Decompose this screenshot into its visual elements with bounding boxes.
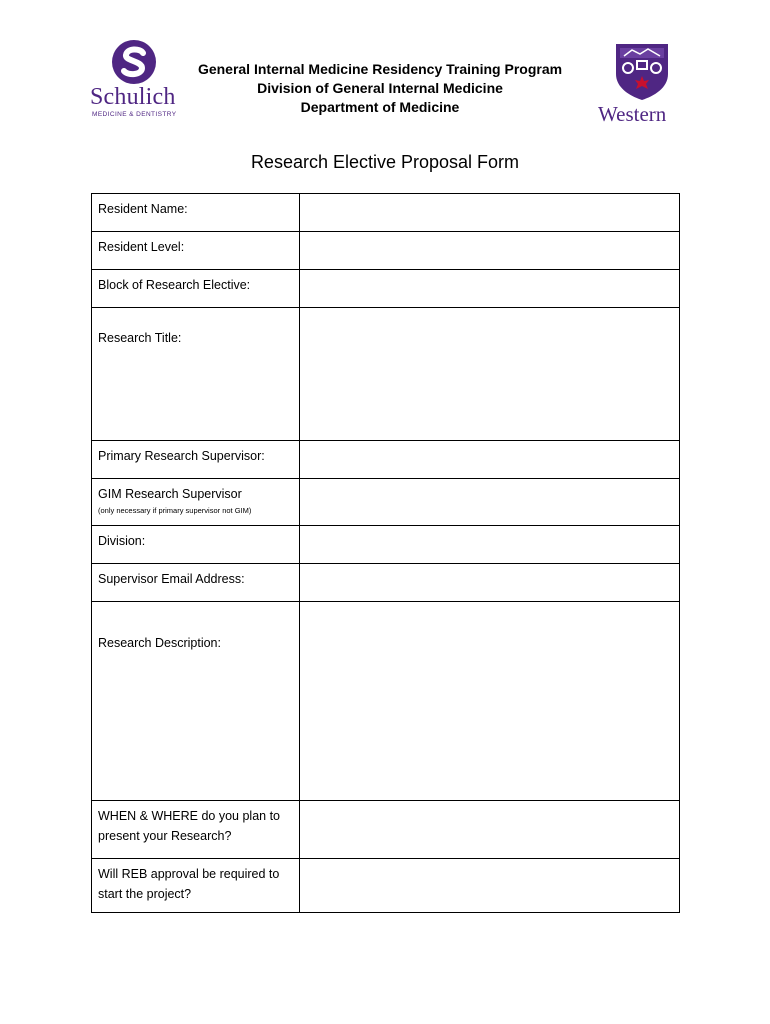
presentation-field[interactable] bbox=[300, 801, 680, 859]
schulich-s-logo-icon bbox=[110, 38, 158, 86]
research-description-label: Research Description: bbox=[92, 602, 300, 801]
western-wordmark: Western bbox=[598, 102, 667, 126]
gim-supervisor-field[interactable] bbox=[300, 479, 680, 526]
western-logo bbox=[594, 40, 690, 126]
schulich-wordmark: Schulich bbox=[90, 84, 176, 110]
header-title-block bbox=[170, 60, 590, 117]
block-label: Block of Research Elective: bbox=[92, 270, 300, 308]
form-row-reb-approval bbox=[92, 859, 680, 913]
proposal-form-table bbox=[91, 193, 680, 913]
schulich-subtitle: MEDICINE & DENTISTRY bbox=[92, 111, 177, 118]
division-label: Division: bbox=[92, 526, 300, 564]
primary-supervisor-label: Primary Research Supervisor: bbox=[92, 441, 300, 479]
division-field[interactable] bbox=[300, 526, 680, 564]
gim-supervisor-label-cell bbox=[92, 479, 300, 526]
form-row-presentation bbox=[92, 801, 680, 859]
presentation-label: WHEN & WHERE do you plan to present your Research? bbox=[92, 801, 300, 859]
supervisor-email-field[interactable] bbox=[300, 564, 680, 602]
resident-level-label: Resident Level: bbox=[92, 232, 300, 270]
form-row-research-title bbox=[92, 308, 680, 441]
form-row-block bbox=[92, 270, 680, 308]
form-row-resident-name bbox=[92, 194, 680, 232]
form-row-resident-level bbox=[92, 232, 680, 270]
program-name: General Internal Medicine Residency Training Program bbox=[197, 61, 563, 77]
reb-approval-label: Will REB approval be required to start the project? bbox=[92, 859, 300, 913]
western-crest-icon bbox=[614, 42, 670, 102]
form-title: Research Elective Proposal Form bbox=[250, 152, 520, 172]
research-title-label: Research Title: bbox=[92, 308, 300, 441]
block-field[interactable] bbox=[300, 270, 680, 308]
resident-name-label: Resident Name: bbox=[92, 194, 300, 232]
primary-supervisor-field[interactable] bbox=[300, 441, 680, 479]
research-description-field[interactable] bbox=[300, 602, 680, 801]
department-name: Department of Medicine bbox=[300, 99, 460, 115]
division-name: Division of General Internal Medicine bbox=[257, 80, 503, 96]
supervisor-email-label: Supervisor Email Address: bbox=[92, 564, 300, 602]
resident-level-field[interactable] bbox=[300, 232, 680, 270]
form-row-gim-supervisor bbox=[92, 479, 680, 526]
form-row-division bbox=[92, 526, 680, 564]
form-row-supervisor-email bbox=[92, 564, 680, 602]
gim-supervisor-note: (only necessary if primary supervisor not GIM) bbox=[98, 506, 252, 515]
form-row-primary-supervisor bbox=[92, 441, 680, 479]
gim-supervisor-label: GIM Research Supervisor bbox=[98, 487, 242, 501]
form-row-research-description bbox=[92, 602, 680, 801]
resident-name-field[interactable] bbox=[300, 194, 680, 232]
research-title-field[interactable] bbox=[300, 308, 680, 441]
reb-approval-field[interactable] bbox=[300, 859, 680, 913]
